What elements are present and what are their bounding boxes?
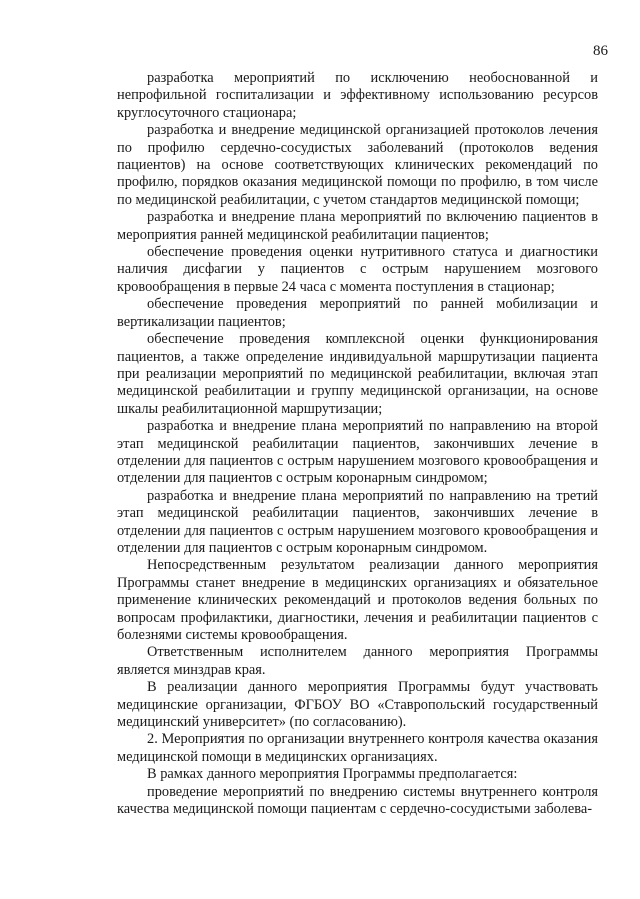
document-body <box>117 70 598 818</box>
paragraph: Непосредственным результатом реализации данного мероприятия Программы станет внедрение в медицинских организациях и обязательное применение клинических рекомендаций и протоколов ведения больных по вопросам профилактики, диагностики, лечения и реабилитации пациентов с болезнями системы кровообращения. <box>117 557 598 643</box>
paragraph: разработка мероприятий по исключению необоснованной и непрофильной госпитализации и эффективному использованию ресурсов круглосуточного стационара; <box>117 70 598 121</box>
paragraph: обеспечение проведения мероприятий по ранней мобилизации и вертикализации пациентов; <box>117 296 598 330</box>
paragraph: В рамках данного мероприятия Программы предполагается: <box>147 766 518 783</box>
paragraph: обеспечение проведения комплексной оценки функционирования пациентов, а также определение индивидуальной маршрутизации пациента при реализации мероприятий по медицинской реабилитации, включая этап медицинской реабилитации и группу медицинской организации, на основе шкалы реабилитационной маршрутизации; <box>117 331 598 417</box>
paragraph: разработка и внедрение плана мероприятий по направлению на третий этап медицинской реабилитации пациентов, закончивших лечение в отделении для пациентов с острым нарушением мозгового кровообращения и отделении для пациентов с острым коронарным синдромом. <box>117 487 598 556</box>
paragraph: разработка и внедрение плана мероприятий по включению пациентов в мероприятия ранней медицинской реабилитации пациентов; <box>117 209 598 243</box>
paragraph: 2. Мероприятия по организации внутреннего контроля качества оказания медицинской помощи в медицинских организациях. <box>117 731 598 765</box>
paragraph: В реализации данного мероприятия Программы будут участвовать медицинские организации, ФГБОУ ВО «Ставропольский государственный медицинский университет» (по согласованию). <box>117 679 598 731</box>
paragraph: Ответственным исполнителем данного мероприятия Программы является минздрав края. <box>117 644 598 678</box>
paragraph: разработка и внедрение плана мероприятий по направлению на второй этап медицинской реабилитации пациентов, закончивших лечение в отделении для пациентов с острым нарушением мозгового кровообращения и отделении для пациентов с острым коронарным синдромом; <box>117 418 598 487</box>
paragraph: обеспечение проведения оценки нутритивного статуса и диагностики наличия дисфагии у пациентов с острым нарушением мозгового кровообращения в первые 24 часа с момента поступления в стационар; <box>117 244 598 295</box>
paragraph: проведение мероприятий по внедрению системы внутреннего контроля качества медицинской помощи пациентам с сердечно-сосудистыми заболева- <box>117 783 598 818</box>
page-number: 86 <box>593 43 608 59</box>
paragraph: разработка и внедрение медицинской организацией протоколов лечения по профилю сердечно-сосудистых заболеваний (протоколов ведения пациентов) на основе соответствующих клинических рекомендаций по профилю, порядков оказания медицинской помощи по профилю, в том числе по медицинской реабилитации, с учетом стандартов медицинской помощи; <box>117 122 598 208</box>
